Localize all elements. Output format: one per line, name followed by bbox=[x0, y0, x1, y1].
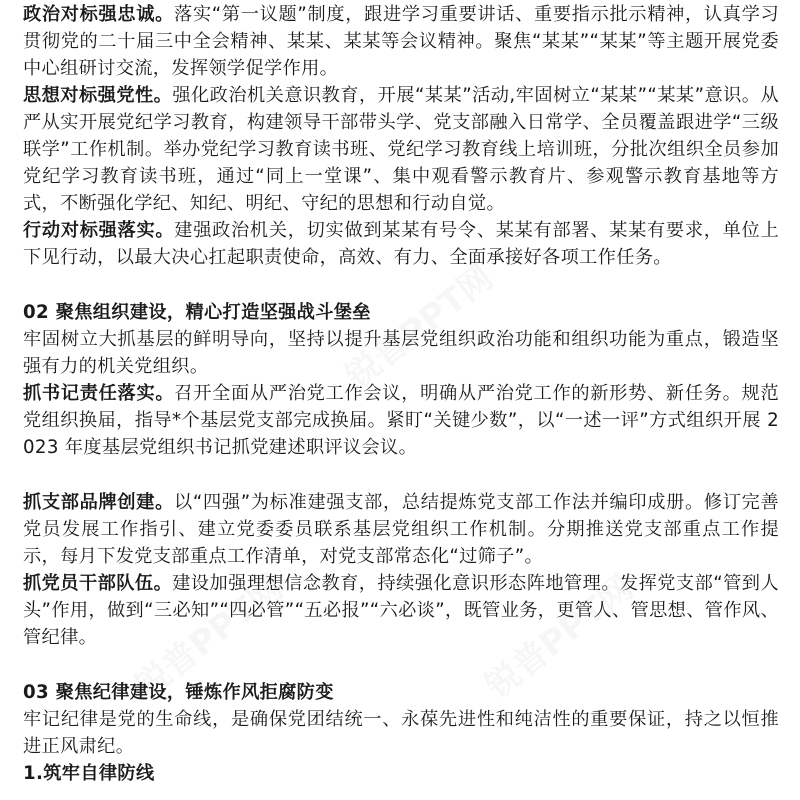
paragraph-political bbox=[23, 1, 779, 82]
paragraph-body: 以“四强”为标准建强支部，总结提炼党支部工作法并编印成册。修订完善党员发展工作指引、建立党委委员联系基层党组织工作机制。分期推送党支部重点工作提示，每月下发党支部重点工作清单，对党支部常态化“过筛子”。 bbox=[23, 492, 779, 567]
paragraph-discipline-intro: 牢记纪律是党的生命线，是确保党团结统一、永葆先进性和纯洁性的重要保证，持之以恒推进正风肃纪。 bbox=[23, 709, 779, 757]
paragraph-lead: 抓书记责任落实。 bbox=[23, 383, 175, 404]
paragraph-org-intro: 牢固树立大抓基层的鲜明导向，坚持以提升基层党组织政治功能和组织功能为重点，锻造坚强有力的机关党组织。 bbox=[23, 329, 779, 377]
paragraph-secretary bbox=[23, 380, 779, 461]
paragraph-body: 建设加强理想信念教育，持续强化意识形态阵地管理。发挥党支部“管到人头”作用，做到“三必知”“四必管”“五必报”“六必谈”，既管业务，更管人、管思想、管作风、管纪律。 bbox=[23, 573, 779, 648]
paragraph-ideology bbox=[23, 82, 779, 217]
paragraph-lead: 思想对标强党性。 bbox=[23, 85, 173, 106]
paragraph-action bbox=[23, 217, 779, 271]
sub-heading-partial: 1.筑牢自律防线 bbox=[23, 763, 155, 784]
paragraph-body: 强化政治机关意识教育，开展“某某”活动,牢固树立“某某”“某某”意识。从严从实开展党纪学习教育，构建领导干部带头学、党支部融入日常学、全员覆盖跟进学“三级联学”工作机制。举办党纪学习教育读书班、党纪学习教育线上培训班，分批次组织全员参加党纪学习教育读书班，通过“同上一堂课”、集中观看警示教育片、参观警示教育基地等方式，不断强化学纪、知纪、明纪、守纪的思想和行动自觉。 bbox=[23, 85, 779, 214]
section-heading-03: 03 聚焦纪律建设，锤炼作风拒腐防变 bbox=[23, 682, 334, 703]
document-page bbox=[23, 0, 779, 800]
paragraph-branch bbox=[23, 489, 779, 570]
paragraph-lead: 行动对标强落实。 bbox=[23, 220, 175, 241]
paragraph-cadre bbox=[23, 570, 779, 651]
paragraph-body: 建强政治机关，切实做到某某有号令、某某有部署、某某有要求，单位上下见行动，以最大决心扛起职责使命，高效、有力、全面承接好各项工作任务。 bbox=[23, 220, 779, 268]
paragraph-body: 落实“第一议题”制度，跟进学习重要讲话、重要指示批示精神，认真学习贯彻党的二十届三中全会精神、某某、某某等会议精神。聚焦“某某”“某某”等主题开展党委中心组研讨交流，发挥领学促学作用。 bbox=[23, 4, 779, 79]
paragraph-lead: 政治对标强忠诚。 bbox=[23, 4, 174, 25]
paragraph-lead: 抓党员干部队伍。 bbox=[23, 573, 173, 594]
paragraph-lead: 抓支部品牌创建。 bbox=[23, 492, 174, 513]
paragraph-body: 召开全面从严治党工作会议，明确从严治党工作的新形势、新任务。规范党组织换届，指导*个基层党支部完成换届。紧盯“关键少数”，以“一述一评”方式组织开展 2023 年度基层党组织书记抓党建述职评议会议。 bbox=[23, 383, 779, 458]
section-heading-02: 02 聚焦组织建设，精心打造坚强战斗堡垒 bbox=[23, 302, 371, 323]
